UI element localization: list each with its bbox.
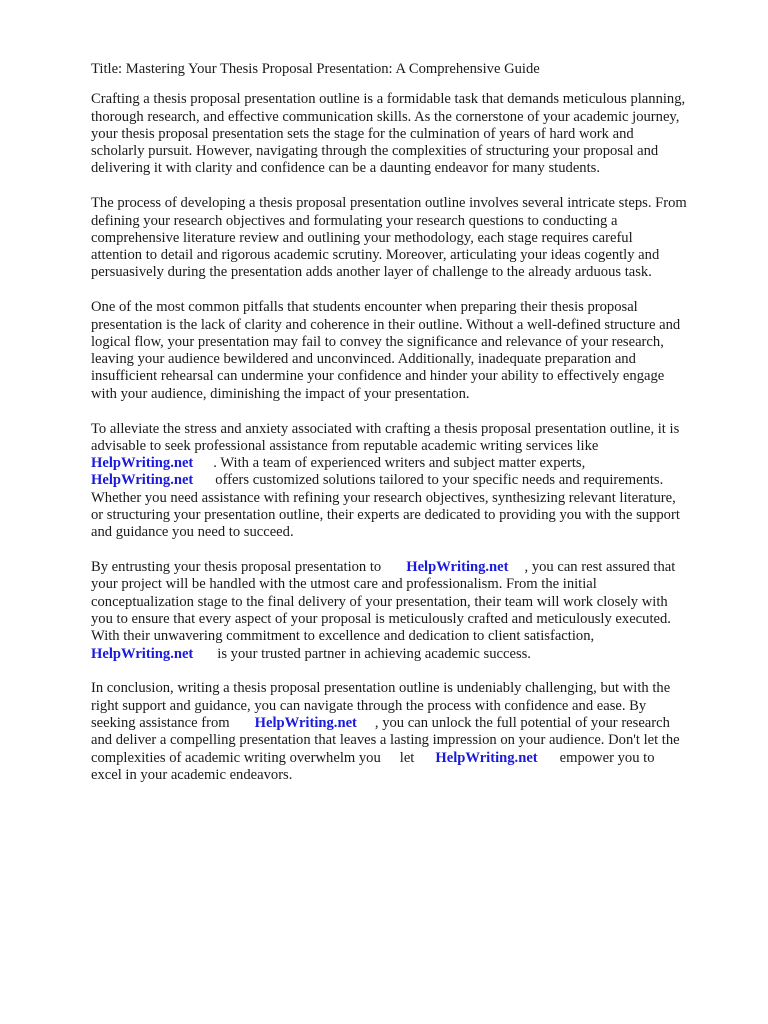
text-line: defining your research objectives and formulating your research questions to conducting a: [91, 212, 618, 229]
paragraph-pitfalls: [91, 299, 728, 403]
text-line: logical flow, your presentation may fail to convey the significance and relevance of your research,: [91, 333, 664, 350]
text-line: The process of developing a thesis proposal presentation outline involves several intricate steps. From: [91, 195, 687, 212]
helpwriting-link[interactable]: HelpWriting.net: [91, 645, 194, 662]
text-line: and deliver a compelling presentation that leaves a lasting impression on your audience. Don't let the: [91, 732, 680, 749]
text-line: presentation is the lack of clarity and coherence in their outline. Without a well-defined structure and: [91, 316, 681, 333]
helpwriting-link[interactable]: HelpWriting.net: [91, 472, 194, 489]
text-line: delivering it with clarity and confidence can be a daunting endeavor for many students.: [91, 160, 600, 177]
text-line: advisable to seek professional assistance from reputable academic writing services like: [91, 437, 599, 454]
text-segment: offers customized solutions tailored to your specific needs and requirements.: [215, 472, 664, 489]
helpwriting-link[interactable]: HelpWriting.net: [91, 455, 194, 472]
text-segment: let: [399, 749, 415, 766]
paragraph-entrusting: [91, 559, 728, 663]
text-line: [91, 750, 728, 767]
text-line: To alleviate the stress and anxiety associated with crafting a thesis proposal presentation outline, it is: [91, 420, 680, 437]
document-title: Title: Mastering Your Thesis Proposal Presentation: A Comprehensive Guide: [91, 61, 540, 77]
text-line: [91, 455, 728, 472]
text-segment: is your trusted partner in achieving academic success.: [217, 645, 531, 662]
text-segment: . With a team of experienced writers and subject matter experts,: [213, 455, 586, 472]
text-line: In conclusion, writing a thesis proposal presentation outline is undeniably challenging, but with the: [91, 680, 671, 697]
text-segment: complexities of academic writing overwhelm you: [91, 749, 381, 766]
text-line: with your audience, diminishing the impact of your presentation.: [91, 385, 470, 402]
text-line: your project will be handled with the utmost care and professionalism. From the initial: [91, 576, 597, 593]
paragraph-assistance: [91, 421, 728, 542]
text-line: conceptualization stage to the final delivery of your presentation, their team will work closely with: [91, 593, 668, 610]
text-line: With their unwavering commitment to excellence and dedication to client satisfaction,: [91, 628, 595, 645]
text-segment: , you can rest assured that: [524, 559, 676, 576]
text-line: thorough research, and effective communication skills. As the cornerstone of your academic journey,: [91, 108, 680, 125]
text-line: scholarly pursuit. However, navigating through the complexities of structuring your proposal and: [91, 143, 659, 160]
paragraph-process: [91, 195, 728, 281]
text-line: [91, 472, 728, 489]
text-segment: empower you to: [559, 749, 655, 766]
text-line: [91, 715, 728, 732]
text-line: insufficient rehearsal can undermine your confidence and hinder your ability to effectively engage: [91, 368, 665, 385]
text-line: you to ensure that every aspect of your proposal is meticulously crafted and meticulously executed.: [91, 611, 671, 628]
text-segment: By entrusting your thesis proposal presentation to: [91, 559, 382, 576]
text-line: excel in your academic endeavors.: [91, 766, 293, 783]
text-segment: seeking assistance from: [91, 715, 230, 731]
text-line: right support and guidance, you can navigate through the process with confidence and ease. By: [91, 697, 647, 714]
text-line: attention to detail and rigorous academic scrutiny. Moreover, articulating your ideas cogently and: [91, 247, 660, 264]
text-line: persuasively during the presentation adds another layer of challenge to the already arduous task.: [91, 264, 652, 281]
paragraph-intro: [91, 91, 728, 177]
helpwriting-link[interactable]: HelpWriting.net: [435, 749, 538, 766]
text-line: your thesis proposal presentation sets the stage for the culmination of years of hard work and: [91, 125, 634, 142]
helpwriting-link[interactable]: HelpWriting.net: [406, 559, 509, 576]
text-line: [91, 646, 728, 663]
text-line: [91, 559, 728, 576]
helpwriting-link[interactable]: HelpWriting.net: [254, 715, 357, 731]
text-segment: , you can unlock the full potential of your research: [374, 715, 670, 731]
paragraph-conclusion: [91, 680, 728, 784]
text-line: or structuring your presentation outline, their experts are dedicated to providing you with the support: [91, 507, 680, 524]
text-line: leaving your audience bewildered and unconvinced. Additionally, inadequate preparation and: [91, 351, 636, 368]
text-line: and guidance you need to succeed.: [91, 524, 294, 541]
text-line: Crafting a thesis proposal presentation outline is a formidable task that demands meticulous planning,: [91, 91, 686, 108]
text-line: comprehensive literature review and outlining your methodology, each stage requires careful: [91, 229, 633, 246]
text-line: One of the most common pitfalls that students encounter when preparing their thesis proposal: [91, 299, 638, 316]
text-line: Whether you need assistance with refining your research objectives, synthesizing relevant literature,: [91, 489, 676, 506]
